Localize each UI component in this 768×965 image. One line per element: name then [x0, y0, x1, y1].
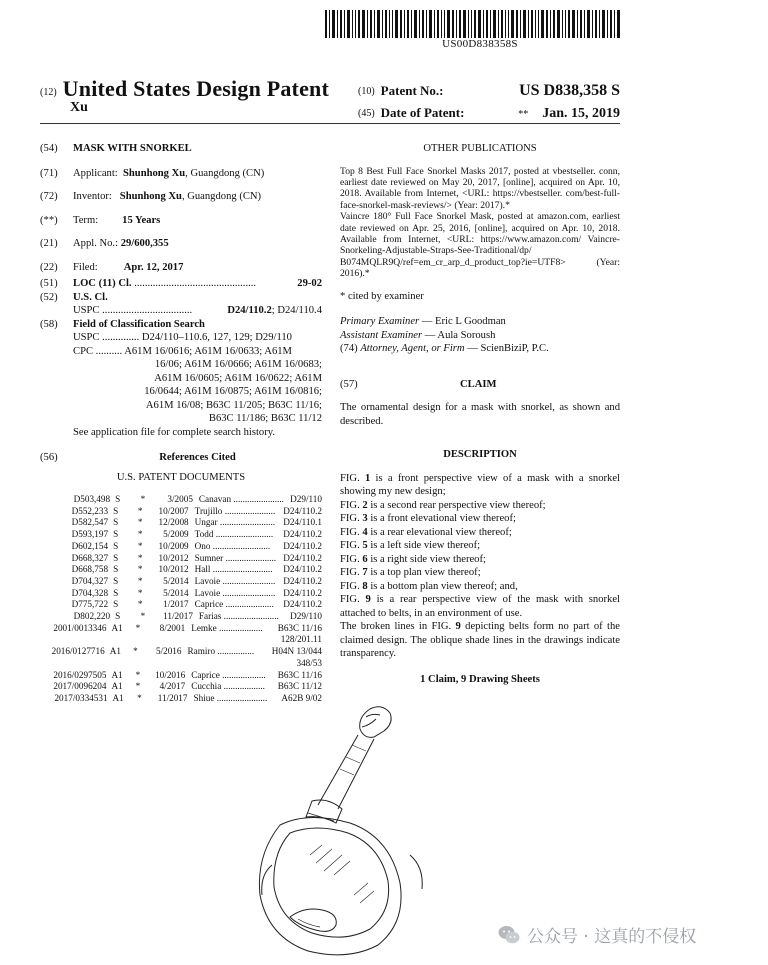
- search-cpc-line-2: 16/06; A61M 16/0666; A61M 16/0683;: [154, 359, 322, 370]
- reference-kind: A1: [109, 646, 121, 657]
- description-heading: DESCRIPTION: [443, 449, 517, 461]
- code-45: (45): [358, 107, 375, 119]
- cited-by-examiner: * cited by examiner: [340, 290, 424, 302]
- reference-name: [188, 693, 282, 705]
- fig-prefix: FIG.: [340, 499, 363, 511]
- reference-number: D775,722: [71, 599, 109, 610]
- reference-class: B63C 11/16: [277, 669, 323, 680]
- reference-class: B63C 11/16: [277, 622, 323, 633]
- reference-class-continued: 348/53: [296, 657, 322, 668]
- reference-date: 10/2009: [158, 540, 189, 551]
- term-value: 15 Years: [122, 214, 161, 226]
- reference-inventor: Caprice: [194, 599, 224, 610]
- patent-no-label: Patent No.:: [380, 83, 444, 98]
- claim-heading: CLAIM: [460, 378, 497, 390]
- design-title: MASK WITH SNORKEL: [73, 143, 192, 154]
- reference-kind: A1: [112, 692, 124, 703]
- loc-value: 29-02: [297, 278, 322, 289]
- watermark-text: 公众号 · 这真的不侵权: [527, 927, 697, 947]
- fig-prefix: FIG.: [340, 580, 363, 592]
- barcode-number: US00D838358S: [442, 38, 518, 50]
- reference-inventor: Cucchia: [191, 681, 222, 692]
- reference-number: 2016/0297505: [53, 669, 107, 680]
- reference-kind: S: [113, 575, 119, 586]
- code-56: (56): [40, 452, 58, 463]
- reference-dots: .........................: [212, 540, 271, 551]
- other-publication-1: Top 8 Best Full Face Snorkel Masks 2017, posted at vbestseller. conn, earliest date reviewed on May 20, 2017, [online], acquired on Apr. 10, 2018. Available from Internet, <URL: https://vbestseller. com/best-full-face-snorkel-mask-reviews/> (Year: 2017).*: [340, 165, 620, 211]
- reference-name: [189, 506, 284, 518]
- field-search-label: Field of Classification Search: [73, 318, 205, 330]
- reference-number: D552,233: [71, 505, 109, 516]
- uspc-dots: ..................................: [102, 305, 193, 316]
- fig-number: 8: [362, 580, 368, 592]
- reference-date: 3/2005: [167, 494, 193, 504]
- fig-prefix: FIG.: [340, 567, 363, 579]
- patent-header: [40, 76, 329, 102]
- fig-number: 7: [362, 567, 368, 579]
- reference-name: [189, 588, 284, 600]
- other-publication-2: Vaincre 180° Full Face Snorkel Mask, posted at amazon.com, earliest date reviewed on Apr. 25, 2016, [online], acquired on Apr. 10, 2018. Available from Internet, <URL: https://www.amazon.com/ Vaincre-Snorkeling-Adjustable-Straps-See-Traditional/dp/ B074MQLR9Q/ref=em_cr_arp_d_product_top?ie=UTF8> (Year: 2016).*: [340, 211, 620, 280]
- code-74: (74): [340, 343, 358, 355]
- reference-dots: ...................: [222, 669, 266, 680]
- reference-inventor: Todd: [194, 529, 214, 540]
- reference-name: [189, 517, 284, 529]
- search-cpc-line-3: A61M 16/0605; A61M 16/0622; A61M: [154, 372, 322, 384]
- reference-class: D24/110.2: [283, 505, 322, 516]
- reference-star: *: [140, 494, 146, 504]
- applicant-name: Shunhong Xu: [123, 167, 186, 179]
- reference-row: [40, 670, 322, 682]
- reference-date: 8/2001: [159, 622, 186, 633]
- search-cpc-line-4: 16/0644; A61M 16/0875; A61M 16/0816;: [144, 386, 322, 397]
- code-21: (21): [40, 238, 58, 249]
- figure-description: [340, 512, 620, 526]
- reference-dots: ........................: [219, 517, 276, 528]
- reference-name: [185, 681, 277, 693]
- reference-star: *: [137, 529, 143, 540]
- figure-description: [340, 593, 620, 620]
- reference-class: D29/110: [290, 611, 322, 622]
- reference-star: *: [137, 692, 142, 703]
- reference-row: [40, 599, 322, 611]
- references-table: [40, 494, 322, 705]
- references-cited-label: References Cited: [159, 452, 236, 463]
- fig-text: is a top plan view thereof;: [367, 567, 481, 579]
- figure-description: [340, 499, 620, 513]
- primary-examiner-name: — Eric L Goodman: [419, 316, 506, 328]
- reference-row: [40, 646, 322, 658]
- fig-prefix: FIG.: [340, 553, 363, 565]
- reference-inventor: Shiue: [193, 692, 215, 703]
- reference-class: D24/110.2: [283, 587, 322, 598]
- attorney-label: Attorney, Agent, or Firm: [360, 343, 465, 355]
- reference-class: D24/110.1: [283, 517, 322, 528]
- reference-dots: ......................: [225, 552, 277, 563]
- reference-number: D802,220: [73, 611, 111, 622]
- reference-kind: S: [113, 552, 119, 563]
- code-22: (22): [40, 261, 58, 273]
- reference-row: [40, 506, 322, 518]
- reference-date: 10/2012: [158, 552, 189, 563]
- fig-text: is a rear perspective view of the mask with snorkel attached to belts, in an environment of use.: [340, 594, 620, 619]
- fig-number: 9: [365, 594, 371, 606]
- assistant-examiner-name: — Aula Soroush: [422, 329, 496, 341]
- reference-inventor: Farias: [198, 611, 222, 622]
- reference-kind: S: [113, 599, 119, 610]
- reference-number: 2016/0127716: [51, 646, 105, 657]
- fig-text: is a bottom plan view thereof; and,: [367, 580, 518, 592]
- code-10: (10): [358, 85, 375, 97]
- figure-description: [340, 566, 620, 580]
- reference-star: *: [137, 587, 143, 598]
- reference-row: [40, 553, 322, 565]
- assistant-examiner-label: Assistant Examiner: [340, 329, 423, 341]
- reference-dots: ........................: [223, 611, 279, 622]
- reference-star: *: [135, 622, 141, 633]
- fig-number: 5: [362, 540, 368, 552]
- note-fig-num: 9: [455, 621, 461, 633]
- figure-description: [340, 553, 620, 567]
- reference-row: [40, 564, 322, 576]
- fig-text: is a left side view thereof;: [367, 540, 481, 552]
- uspc-label: USPC: [73, 305, 100, 316]
- reference-date: 1/2017: [163, 599, 189, 610]
- reference-inventor: Sumner: [194, 552, 224, 563]
- fig-number: 2: [362, 499, 368, 511]
- fig-prefix: FIG.: [340, 526, 363, 538]
- reference-star: *: [137, 505, 143, 516]
- reference-kind: S: [113, 517, 119, 528]
- reference-dots: ......................: [224, 505, 276, 516]
- code-52: (52): [40, 291, 58, 303]
- patent-author: Xu: [70, 100, 88, 115]
- reference-class: B63C 11/12: [277, 681, 323, 692]
- reference-number: D582,547: [71, 517, 109, 528]
- fig-prefix: FIG.: [340, 594, 366, 606]
- reference-dots: ......................: [216, 692, 268, 703]
- reference-dots: ...................: [219, 622, 263, 633]
- reference-row: [40, 611, 322, 623]
- reference-class: A62B 9/02: [281, 692, 322, 703]
- barcode: [325, 10, 620, 38]
- reference-date: 5/2009: [163, 529, 189, 540]
- reference-number: D602,154: [71, 540, 109, 551]
- fig-text: is a front elevational view thereof;: [367, 513, 516, 525]
- reference-star: *: [137, 540, 143, 551]
- reference-date: 4/2017: [159, 681, 186, 692]
- reference-kind: S: [115, 611, 121, 622]
- reference-name: [189, 553, 284, 565]
- search-cpc-line-6: B63C 11/186; B63C 11/12: [208, 413, 322, 424]
- reference-inventor: Ungar: [194, 517, 218, 528]
- claim-text: The ornamental design for a mask with snorkel, as shown and described.: [340, 402, 620, 427]
- search-uspc-line: USPC .............. D24/110–110.6, 127, 129; D29/110: [73, 332, 292, 343]
- reference-kind: S: [115, 494, 121, 504]
- figure-list: [340, 472, 620, 621]
- reference-inventor: Canavan: [198, 494, 232, 504]
- reference-name: [189, 576, 284, 588]
- reference-class: D29/110: [290, 494, 322, 504]
- code-51: (51): [40, 278, 58, 289]
- reference-date: 10/2016: [155, 669, 186, 680]
- inventor-label: Inventor:: [73, 191, 112, 202]
- code-71: (71): [40, 167, 58, 179]
- note-pre: The broken lines in FIG.: [340, 621, 456, 633]
- wechat-icon: [497, 923, 521, 947]
- reference-number: D704,327: [71, 575, 109, 586]
- reference-inventor: Trujillo: [194, 505, 223, 516]
- code-term: (**): [40, 214, 58, 226]
- reference-star: *: [133, 646, 138, 657]
- reference-name: [185, 623, 277, 635]
- reference-number: 2017/0096204: [53, 681, 107, 692]
- fig-text: is a right side view thereof;: [367, 553, 486, 565]
- patent-title: United States Design Patent: [62, 76, 329, 101]
- fig-number: 6: [362, 553, 368, 565]
- uspc-secondary: ; D24/110.4: [271, 305, 322, 316]
- reference-star: *: [137, 517, 143, 528]
- reference-kind: S: [113, 540, 119, 551]
- reference-class: D24/110.2: [283, 599, 322, 610]
- reference-inventor: Lemke: [191, 622, 217, 633]
- reference-name: [193, 494, 290, 506]
- mask-with-snorkel-drawing: [250, 705, 450, 960]
- filed-value: Apr. 12, 2017: [123, 261, 184, 273]
- primary-examiner-label: Primary Examiner: [340, 316, 420, 328]
- reference-dots: ..........................: [212, 564, 273, 575]
- filed-label: Filed:: [73, 261, 98, 273]
- note-post: depicting belts form no part of the claimed design. The oblique shade lines in the drawings indicate transparency.: [340, 621, 620, 660]
- reference-row: [40, 576, 322, 588]
- reference-row: [40, 517, 322, 529]
- code-57: (57): [340, 378, 358, 390]
- reference-kind: S: [113, 587, 119, 598]
- reference-number: D668,758: [71, 564, 109, 575]
- reference-date: 10/2007: [158, 505, 189, 516]
- reference-row: [40, 681, 322, 693]
- reference-name: [193, 611, 290, 623]
- fig-number: 4: [362, 526, 368, 538]
- reference-star: *: [140, 611, 146, 622]
- reference-number: D503,498: [73, 494, 111, 504]
- reference-date: 5/2014: [163, 575, 189, 586]
- reference-name: [189, 541, 284, 553]
- reference-inventor: Lavoie: [194, 587, 221, 598]
- fig-number: 3: [362, 513, 368, 525]
- reference-dots: .......................: [222, 587, 276, 598]
- bibliographic-column: [40, 142, 322, 705]
- claims-sheets-count: 1 Claim, 9 Drawing Sheets: [420, 673, 540, 685]
- description-note: [340, 620, 620, 661]
- reference-number: D668,327: [71, 552, 109, 563]
- us-patent-documents-heading: U.S. PATENT DOCUMENTS: [116, 471, 246, 483]
- reference-inventor: Lavoie: [194, 575, 221, 586]
- inventor-location: , Guangdong (CN): [181, 191, 262, 202]
- reference-name: [185, 670, 277, 682]
- reference-row: [40, 494, 322, 506]
- search-cpc-line-1: CPC .......... A61M 16/0616; A61M 16/0633; A61M: [73, 345, 292, 357]
- reference-class: D24/110.2: [283, 540, 322, 551]
- applicant-label: Applicant:: [73, 167, 118, 179]
- reference-class: D24/110.2: [283, 529, 322, 540]
- watermark: [497, 922, 696, 947]
- reference-number: 2001/0013346: [53, 622, 107, 633]
- fig-prefix: FIG.: [340, 472, 365, 484]
- search-cpc-line-5: A61M 16/08; B63C 11/205; B63C 11/16;: [145, 399, 322, 411]
- reference-class: D24/110.2: [283, 552, 322, 563]
- reference-row: [40, 529, 322, 541]
- search-history-note: See application file for complete search history.: [73, 426, 275, 438]
- reference-dots: ..................: [223, 681, 265, 692]
- reference-name: [189, 529, 284, 541]
- reference-kind: S: [113, 529, 119, 540]
- figure-description: [340, 580, 620, 594]
- patent-date: Jan. 15, 2019: [542, 106, 620, 121]
- reference-date: 10/2012: [158, 564, 189, 575]
- reference-row: [40, 693, 322, 705]
- reference-number: 2017/0334531: [54, 692, 108, 703]
- appl-no-value: 29/600,355: [120, 238, 169, 249]
- uspc-primary: D24/110.2: [227, 305, 272, 316]
- reference-date: 5/2014: [163, 587, 189, 598]
- reference-dots: .........................: [215, 529, 274, 540]
- reference-name: [182, 646, 272, 658]
- date-of-patent-label: Date of Patent:: [380, 105, 465, 120]
- figure-description: [340, 472, 620, 499]
- reference-date: 11/2017: [157, 692, 188, 703]
- reference-star: *: [135, 669, 141, 680]
- reference-kind: A1: [111, 681, 123, 692]
- reference-number: D593,197: [71, 529, 109, 540]
- loc-label: LOC (11) Cl.: [73, 278, 132, 289]
- fig-prefix: FIG.: [340, 513, 363, 525]
- other-publications-heading: OTHER PUBLICATIONS: [423, 143, 537, 154]
- reference-inventor: Caprice: [191, 669, 220, 680]
- patent-number: US D838,358 S: [519, 82, 620, 99]
- reference-inventor: Ono: [194, 540, 211, 551]
- fig-prefix: FIG.: [340, 540, 363, 552]
- reference-name: [189, 564, 284, 576]
- reference-kind: A1: [111, 669, 123, 680]
- reference-name: [189, 599, 284, 611]
- reference-class: D24/110.2: [283, 564, 322, 575]
- reference-row: [40, 623, 322, 635]
- reference-number: D704,328: [71, 587, 109, 598]
- reference-date: 12/2008: [158, 517, 189, 528]
- figure-description: [340, 526, 620, 540]
- fig-text: is a rear elevational view thereof;: [367, 526, 512, 538]
- inventor-name: Shunhong Xu: [119, 191, 182, 202]
- reference-date: 5/2016: [155, 646, 182, 657]
- reference-star: *: [137, 599, 143, 610]
- applicant-location: , Guangdong (CN): [185, 167, 265, 179]
- reference-kind: S: [113, 564, 119, 575]
- term-stars: **: [518, 109, 529, 120]
- code-58: (58): [40, 318, 58, 330]
- publications-column: [340, 142, 620, 686]
- fig-text: is a second rear perspective view thereof;: [367, 499, 546, 511]
- reference-row: [40, 588, 322, 600]
- us-cl-label: U.S. Cl.: [73, 291, 108, 303]
- reference-kind: S: [113, 505, 119, 516]
- reference-class-continued: 128/201.11: [280, 634, 322, 645]
- reference-row: [40, 541, 322, 553]
- appl-no-label: Appl. No.:: [73, 238, 119, 249]
- patent-meta: [358, 82, 620, 126]
- code-12: (12): [40, 86, 57, 98]
- reference-star: *: [135, 681, 141, 692]
- reference-inventor: Hall: [194, 564, 211, 575]
- reference-date: 11/2017: [163, 611, 193, 622]
- reference-inventor: Ramiro: [187, 646, 216, 657]
- code-54: (54): [40, 143, 58, 154]
- reference-star: *: [137, 575, 143, 586]
- reference-dots: .......................: [222, 575, 276, 586]
- reference-star: *: [137, 552, 143, 563]
- figure-description: [340, 539, 620, 553]
- fig-text: is a front perspective view of a mask with a snorkel showing my new design;: [340, 472, 620, 498]
- reference-dots: ......................: [233, 494, 284, 504]
- header-divider: [40, 123, 620, 124]
- term-label: Term:: [73, 214, 99, 226]
- loc-dots: ..............................................: [134, 278, 257, 289]
- reference-dots: .....................: [225, 599, 274, 610]
- reference-class: H04N 13/044: [271, 646, 322, 657]
- attorney-name: — ScienBiziP, P.C.: [464, 343, 549, 355]
- fig-number: 1: [364, 472, 371, 484]
- reference-dots: ................: [217, 646, 255, 657]
- reference-star: *: [137, 564, 143, 575]
- reference-class: D24/110.2: [283, 575, 322, 586]
- reference-kind: A1: [111, 622, 123, 633]
- code-72: (72): [40, 191, 58, 202]
